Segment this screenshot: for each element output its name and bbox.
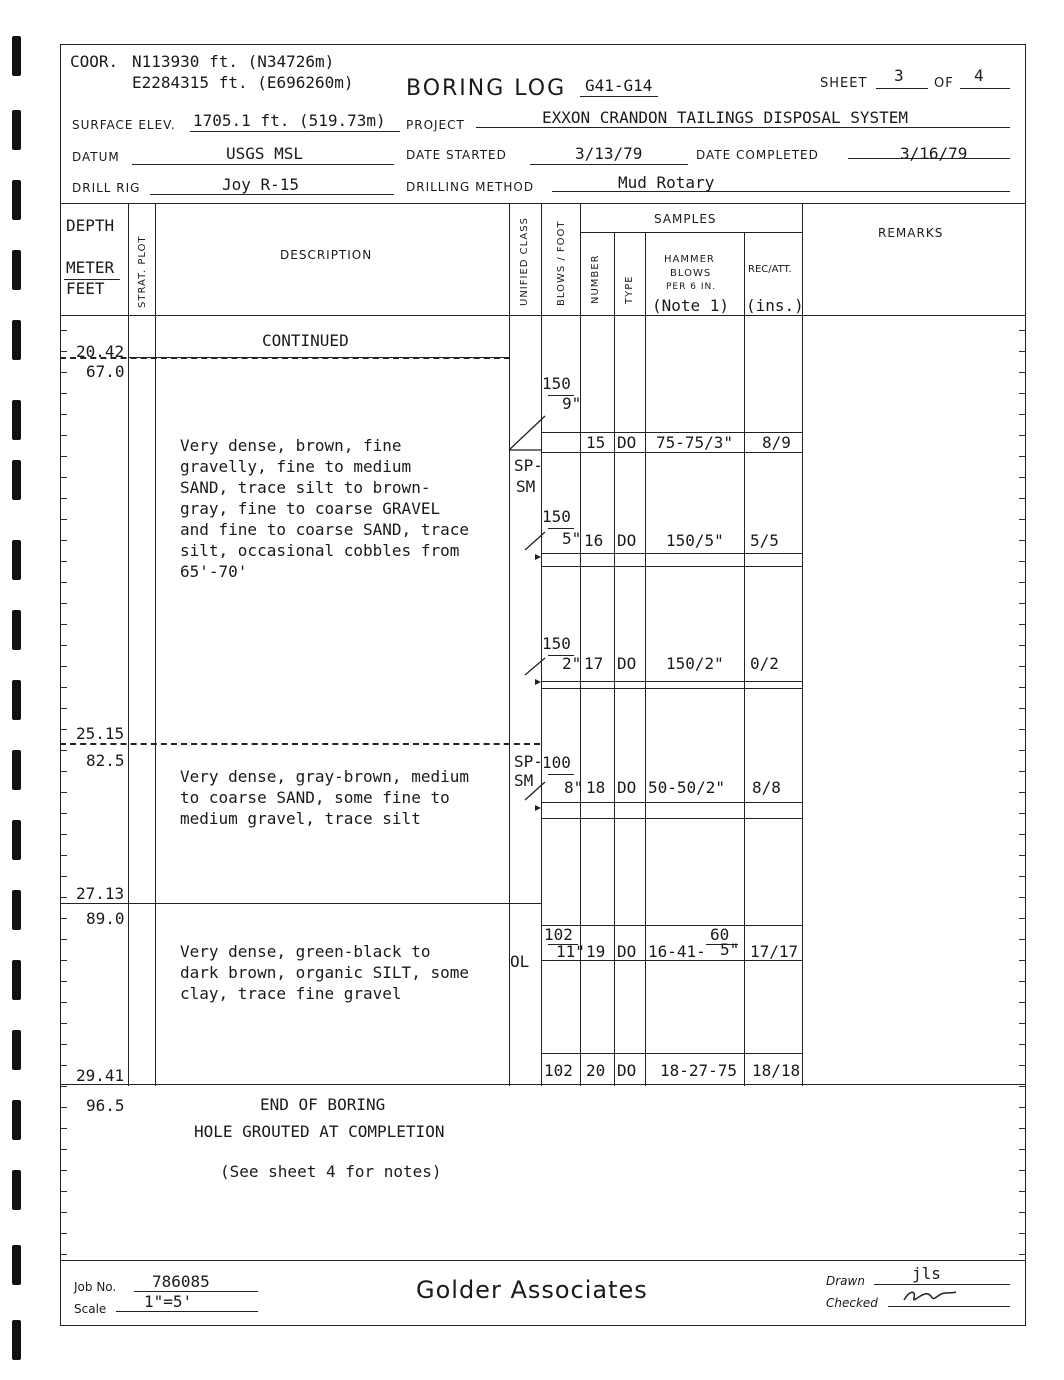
tick-mark [1019,1233,1025,1234]
tick-mark [1019,603,1025,604]
sample-number: 20 [586,1061,606,1080]
sheet-total: 4 [974,66,984,85]
scale-label: Scale [74,1302,107,1316]
blows-penetration: 8" [564,778,584,797]
coor-north: N113930 ft. (N34726m) [132,52,335,71]
ins-header: (ins.) [746,296,804,315]
surface-elev-label: SURFACE ELEV. [72,118,176,132]
layer-description: Very dense, green-black to dark brown, organic SILT, some clay, trace fine gravel [180,942,469,1003]
sample-number: 16 [584,531,604,550]
date-completed-value: 3/16/79 [900,144,968,163]
hammer-blows: 18-27-75 [660,1061,738,1080]
recovery: 5/5 [750,531,779,550]
sample-number: 15 [586,433,606,452]
sheet-number: 3 [894,66,904,85]
blows-penetration: 5" [562,529,582,548]
recovery: 17/17 [750,942,799,961]
depth-meter-label: 20.42 [76,342,125,361]
date-started-label: DATE STARTED [406,148,507,162]
tick-mark [1019,708,1025,709]
drilling-method-label: DRILLING METHOD [406,180,535,194]
hammer-blows: 16-41- [648,942,706,961]
tick-mark [1019,1149,1025,1150]
layer-class: OL [510,952,530,971]
sample-number: 18 [586,778,606,797]
tick-mark [61,540,67,541]
tick-mark [1019,750,1025,751]
tick-mark [1019,561,1025,562]
depth-feet-label: 89.0 [86,909,125,928]
tick-mark [61,393,67,394]
date-completed-label: DATE COMPLETED [696,148,819,162]
scale-value: 1"=5' [144,1292,193,1311]
samples-header: SAMPLES [654,212,717,226]
tick-mark [61,1107,67,1108]
tick-mark [1019,393,1025,394]
sample-type: DO [617,942,637,961]
tick-mark [61,582,67,583]
datum-label: DATUM [72,150,120,164]
feet-header: FEET [66,279,105,298]
form-title: BORING LOG [406,76,567,101]
tick-mark [1019,771,1025,772]
tick-mark [61,519,67,520]
tick-mark [61,1002,67,1003]
blows-foot-header: BLOWS / FOOT [556,220,567,306]
tick-mark [61,876,67,877]
depth-header: DEPTH [66,216,115,235]
tick-mark [1019,1044,1025,1045]
tick-mark [61,918,67,919]
hammer-blows: 50-50/2" [648,778,726,797]
hammer-blows: 150/2" [666,654,724,673]
layer-class: SM [514,771,534,790]
depth-feet-label: 67.0 [86,362,125,381]
hammer-blows: 150/5" [666,531,724,550]
tick-mark [61,855,67,856]
blows-count: 150 [542,374,571,393]
rec-att-header: REC/ATT. [748,264,792,275]
tick-mark [61,414,67,415]
tick-mark [61,687,67,688]
tick-mark [1019,1170,1025,1171]
recovery: 0/2 [750,654,779,673]
tick-mark [61,981,67,982]
tick-mark [61,1023,67,1024]
tick-mark [61,750,67,751]
tick-mark [61,1254,67,1255]
tick-mark [1019,1065,1025,1066]
tick-mark [61,1191,67,1192]
tick-mark [61,1128,67,1129]
tick-mark [1019,456,1025,457]
drawn-label: Drawn [826,1274,865,1288]
tick-mark [1019,960,1025,961]
tick-mark [1019,414,1025,415]
checked-label: Checked [826,1296,878,1310]
layer-class: SP- [514,456,543,475]
tick-mark [61,498,67,499]
drill-rig-label: DRILL RIG [72,181,141,195]
tick-mark [1019,540,1025,541]
tick-mark [61,1065,67,1066]
tick-mark [61,708,67,709]
tick-mark [61,1233,67,1234]
tick-mark [1019,1107,1025,1108]
tick-mark [61,1170,67,1171]
see-notes-label: (See sheet 4 for notes) [220,1162,442,1181]
checked-signature [900,1286,960,1306]
tick-mark [61,960,67,961]
tick-mark [61,1212,67,1213]
tick-mark [61,477,67,478]
tick-mark [1019,1128,1025,1129]
tick-mark [61,939,67,940]
sample-number: 17 [584,654,604,673]
tick-mark [61,813,67,814]
tick-mark [1019,435,1025,436]
strat-plot-header: STRAT. PLOT [137,235,148,308]
coor-east: E2284315 ft. (E696260m) [132,73,354,92]
recovery: 8/8 [752,778,781,797]
tick-mark [1019,498,1025,499]
tick-mark [1019,729,1025,730]
tick-mark [1019,1002,1025,1003]
tick-mark [1019,1254,1025,1255]
tick-mark [61,624,67,625]
coor-label: COOR. [70,52,119,71]
end-of-boring-label: END OF BORING [260,1095,386,1114]
tick-mark [61,1149,67,1150]
recovery: 18/18 [752,1061,801,1080]
drill-rig-value: Joy R-15 [222,175,300,194]
tick-mark [61,645,67,646]
surface-elev-value: 1705.1 ft. (519.73m) [193,111,386,130]
blows-count: 102 [544,925,573,944]
tick-mark [1019,330,1025,331]
type-header: TYPE [624,275,635,304]
number-header: NUMBER [590,254,601,304]
sample-number: 19 [586,942,606,961]
tick-mark [1019,1023,1025,1024]
depth-meter-label: 29.41 [76,1066,125,1085]
blows-count: 150 [542,507,571,526]
tick-mark [1019,981,1025,982]
sample-type: DO [617,1061,637,1080]
blows-count: 102 [544,1061,573,1080]
tick-mark [1019,645,1025,646]
tick-mark [61,603,67,604]
tick-mark [1019,813,1025,814]
depth-feet-label: 96.5 [86,1096,125,1115]
tick-mark [1019,372,1025,373]
note1-header: (Note 1) [652,296,730,315]
blows-penetration: 11" [556,942,585,961]
tick-mark [1019,687,1025,688]
tick-mark [1019,477,1025,478]
hammer-fraction-bottom: 5" [720,940,740,959]
job-no-label: Job No. [74,1280,117,1294]
tick-mark [1019,519,1025,520]
layer-class: SM [516,477,536,496]
tick-mark [61,666,67,667]
depth-meter-label: 25.15 [76,724,125,743]
unified-class-header: UNIFIED CLASS [519,217,530,306]
hammer-header-3: PER 6 IN. [666,282,717,292]
tick-mark [1019,666,1025,667]
hammer-blows: 75-75/3" [656,433,734,452]
tick-mark [61,330,67,331]
blows-penetration: 2" [562,654,582,673]
sample-type: DO [617,531,637,550]
datum-value: USGS MSL [226,144,304,163]
sample-type: DO [617,778,637,797]
remarks-header: REMARKS [878,226,944,240]
date-started-value: 3/13/79 [575,144,643,163]
tick-mark [61,1086,67,1087]
tick-mark [1019,582,1025,583]
drilling-method-value: Mud Rotary [618,173,715,192]
tick-mark [61,561,67,562]
job-no-value: 786085 [152,1272,210,1291]
tick-mark [1019,792,1025,793]
layer-description: Very dense, gray-brown, medium to coarse SAND, some fine to medium gravel, trace silt [180,767,469,828]
tick-mark [1019,1212,1025,1213]
blows-count: 100 [542,753,571,772]
tick-mark [61,351,67,352]
layer-class: SP- [514,752,543,771]
tick-mark [1019,351,1025,352]
blows-count: 150 [542,634,571,653]
tick-mark [61,792,67,793]
hammer-fraction-top: 60 [710,925,730,944]
tick-mark [1019,939,1025,940]
tick-mark [1019,876,1025,877]
boring-id: G41-G14 [585,76,653,95]
depth-feet-label: 82.5 [86,751,125,770]
tick-mark [61,834,67,835]
tick-mark [61,771,67,772]
project-name: EXXON CRANDON TAILINGS DISPOSAL SYSTEM [542,108,909,127]
tick-mark [61,456,67,457]
tick-mark [1019,897,1025,898]
grouted-label: HOLE GROUTED AT COMPLETION [194,1122,445,1141]
meter-header: METER [66,258,115,277]
continued-label: CONTINUED [262,331,349,350]
tick-mark [61,729,67,730]
tick-mark [61,897,67,898]
sheet-label: SHEET [820,76,868,91]
tick-mark [61,435,67,436]
recovery: 8/9 [762,433,791,452]
sample-type: DO [617,654,637,673]
drawn-initials: jls [912,1264,941,1283]
of-label: OF [934,76,954,91]
company-name: Golder Associates [416,1276,648,1304]
description-header: DESCRIPTION [280,248,373,262]
layer-description: Very dense, brown, fine gravelly, fine to medium SAND, trace silt to brown- gray, fine to coarse GRAVEL and fine to coarse SAND, trace silt, occasional cobbles from 65'-70' [180,436,469,581]
depth-meter-label: 27.13 [76,884,125,903]
tick-mark [1019,1086,1025,1087]
tick-mark [61,372,67,373]
hammer-header-2: BLOWS [670,268,712,279]
tick-mark [1019,855,1025,856]
tick-mark [61,1044,67,1045]
tick-mark [1019,918,1025,919]
tick-mark [1019,1191,1025,1192]
blows-penetration: 9" [562,394,582,413]
sample-type: DO [617,433,637,452]
tick-mark [1019,834,1025,835]
tick-mark [1019,624,1025,625]
hammer-header-1: HAMMER [664,254,715,265]
project-label: PROJECT [406,118,465,132]
